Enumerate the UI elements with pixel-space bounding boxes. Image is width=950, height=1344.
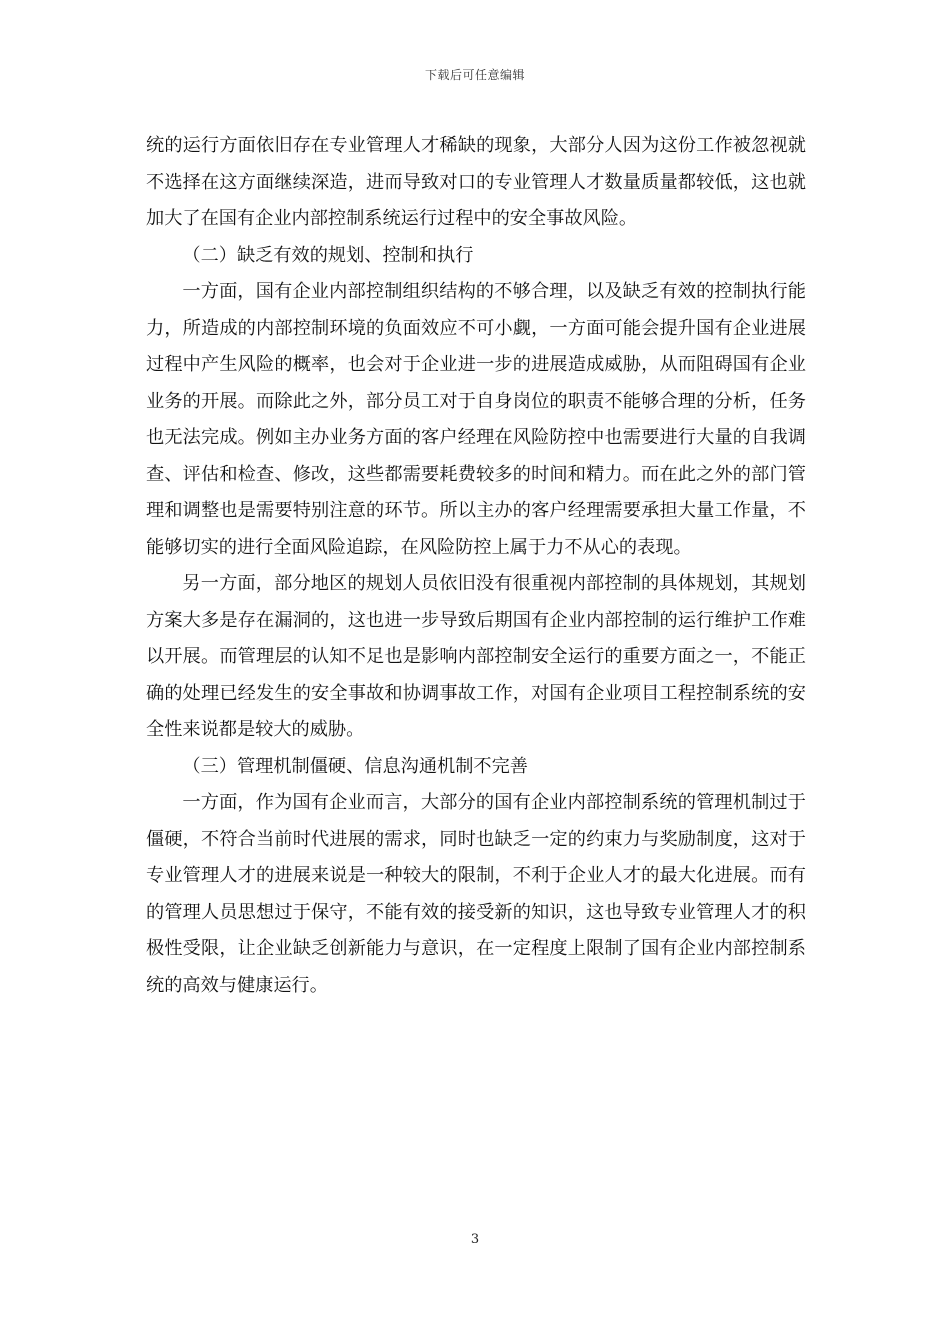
body-text (146, 128, 806, 1004)
section-heading-2: （二）缺乏有效的规划、控制和执行 (182, 244, 474, 266)
page-header: 下载后可任意编辑 (424, 68, 525, 82)
paragraph: 另一方面，部分地区的规划人员依旧没有很重视内部控制的具体规划，其规划方案大多是存在漏洞的，这也进一步导致后期国有企业内部控制的运行维护工作难以开展。而管理层的认知不足也是影响内部控制安全运行的重要方面之一，不能正确的处理已经发生的安全事故和协调事故工作，对国有企业项目工程控制系统的安全性来说都是较大的威胁。 (146, 573, 806, 740)
paragraph: 一方面，作为国有企业而言，大部分的国有企业内部控制系统的管理机制过于僵硬，不符合当前时代进展的需求，同时也缺乏一定的约束力与奖励制度，这对于专业管理人才的进展来说是一种较大的限制，不利于企业人才的最大化进展。而有的管理人员思想过于保守，不能有效的接受新的知识，这也导致专业管理人才的积极性受限，让企业缺乏创新能力与意识，在一定程度上限制了国有企业内部控制系统的高效与健康运行。 (146, 792, 806, 996)
page-number: 3 (470, 1232, 480, 1247)
paragraph: 一方面，国有企业内部控制组织结构的不够合理，以及缺乏有效的控制执行能力，所造成的内部控制环境的负面效应不可小觑，一方面可能会提升国有企业进展过程中产生风险的概率，也会对于企业进一步的进展造成威胁，从而阻碍国有企业业务的开展。而除此之外，部分员工对于自身岗位的职责不能够合理的分析，任务也无法完成。例如主办业务方面的客户经理在风险防控中也需要进行大量的自我调查、评估和检查、修改，这些都需要耗费较多的时间和精力。而在此之外的部门管理和调整也是需要特别注意的环节。所以主办的客户经理需要承担大量工作量，不能够切实的进行全面风险追踪，在风险防控上属于力不从心的表现。 (146, 281, 806, 558)
paragraph-continued: 统的运行方面依旧存在专业管理人才稀缺的现象，大部分人因为这份工作被忽视就不选择在这方面继续深造，进而导致对口的专业管理人才数量质量都较低，这也就加大了在国有企业内部控制系统运行过程中的安全事故风险。 (146, 135, 806, 229)
section-heading-3: （三）管理机制僵硬、信息沟通机制不完善 (182, 755, 528, 777)
